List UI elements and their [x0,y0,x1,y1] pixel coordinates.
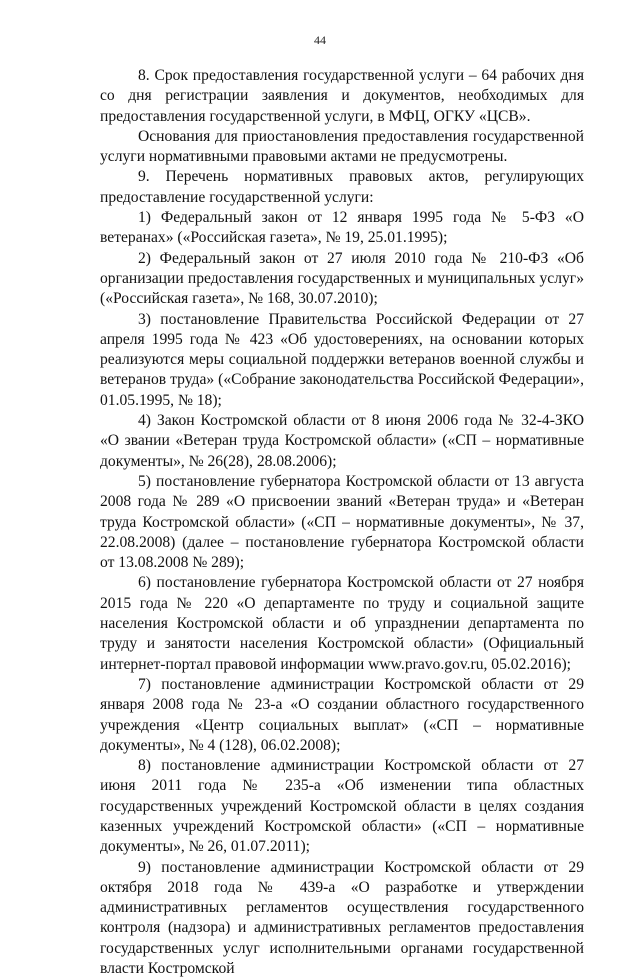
list-item-legal-act-3: 3) постановление Правительства Российской Федерации от 27 апреля 1995 года № 423 «Об удостоверениях, на основании которых реализуются меры социальной поддержки ветеранов военной службы и ветеранов труда» («Собрание законодательства Российской Федерации», 01.05.1995, № 18); [100,310,584,409]
list-item-legal-act-6: 6) постановление губернатора Костромской области от 27 ноября 2015 года № 220 «О департаменте по труду и социальной защите населения Костромской области и об упразднении департамента по труду и занятости населения Костромской области» (Официальный интернет-портал правовой информации www.pravo.gov.ru, 05.02.2016); [100,574,584,673]
list-item-legal-act-5: 5) постановление губернатора Костромской области от 13 августа 2008 года № 289 «О присвоении званий «Ветеран труда» и «Ветеран труда Костромской области» («СП – нормативные документы», № 37, 22.08.2008) (далее – постановление губернатора Костромской области от 13.08.2008 № 289); [100,472,584,572]
paragraph-legal-acts-heading: 9. Перечень нормативных правовых актов, регулирующих предоставление государственной услуги: [100,168,584,206]
paragraph-suspension-grounds: Основания для приостановления предоставления государственной услуги нормативными правовыми актами не предусмотрены. [100,127,584,166]
list-item-legal-act-7: 7) постановление администрации Костромской области от 29 января 2008 года № 23-а «О создании областного государственного учреждения «Центр социальных выплат» («СП – нормативные документы», № 4 (128), 06.02.2008); [100,675,584,754]
paragraph-service-term: 8. Срок предоставления государственной услуги – 64 рабочих дня со дня регистрации заявления и документов, необходимых для предоставления государственной услуги, в МФЦ, ОГКУ «ЦСВ». [100,67,584,125]
document-body [100,66,584,979]
page-number: 44 [314,33,326,47]
list-item-legal-act-2: 2) Федеральный закон от 27 июля 2010 года № 210-ФЗ «Об организации предоставления государственных и муниципальных услуг» («Российская газета», № 168, 30.07.2010); [100,249,584,308]
list-item-legal-act-4: 4) Закон Костромской области от 8 июня 2006 года № 32-4-ЗКО «О звании «Ветеран труда Костромской области» («СП – нормативные документы», № 26(28), 28.08.2006); [100,412,584,470]
list-item-legal-act-8: 8) постановление администрации Костромской области от 27 июня 2011 года № 235-а «Об изменении типа областных государственных учреждений Костромской области в целях создания казенных учреждений Костромской области» («СП – нормативные документы», № 26, 01.07.2011); [100,757,584,856]
list-item-legal-act-1: 1) Федеральный закон от 12 января 1995 года № 5-ФЗ «О ветеранах» («Российская газета», № 19, 25.01.1995); [100,209,584,247]
list-item-legal-act-9: 9) постановление администрации Костромской области от 29 октября 2018 года № 439-а «О разработке и утверждении административных регламентов осуществления государственного контроля (надзора) и административных регламентов предоставления государственных услуг исполнительными органами государственной власти Костромской [100,858,584,978]
